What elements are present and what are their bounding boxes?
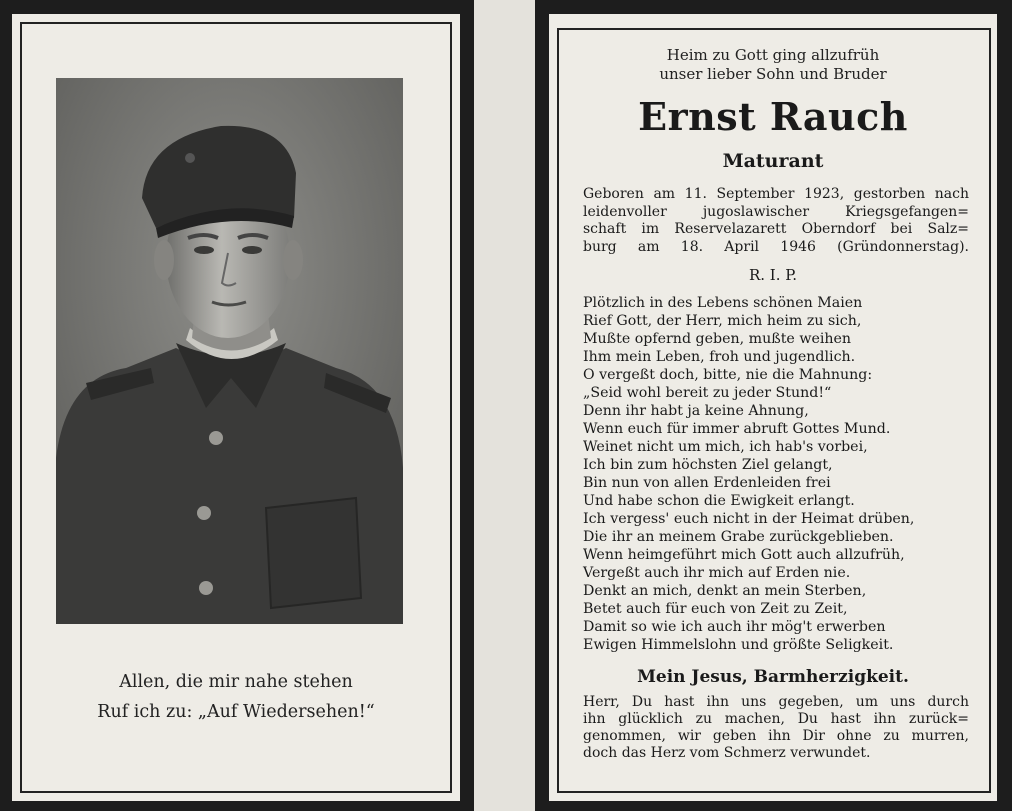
poem-line: Wenn euch für immer abruft Gottes Mund.: [583, 421, 891, 437]
memorial-card-right: [535, 0, 1012, 811]
poem-line: „Seid wohl bereit zu jeder Stund!“: [583, 385, 832, 401]
prayer-line: genommen, wir geben ihn Dir ohne zu murren,: [583, 728, 969, 744]
poem-line: Ich bin zum höchsten Ziel gelangt,: [583, 457, 833, 473]
poem: [583, 294, 969, 654]
poem-line: Betet auch für euch von Zeit zu Zeit,: [583, 601, 848, 617]
poem-line: Damit so wie ich auch ihr mög't erwerben: [583, 619, 886, 635]
card-paper-right: [549, 14, 997, 801]
motto-line-1: Allen, die mir nahe stehen: [119, 672, 353, 692]
rip-text: R. I. P.: [748, 266, 798, 284]
poem-line: Ich vergess' euch nicht in der Heimat drüben,: [583, 511, 915, 527]
portrait-photo: [56, 78, 403, 624]
deceased-title: Maturant: [722, 150, 824, 172]
prayer-line: ihn glücklich zu machen, Du hast ihn zurück=: [583, 711, 969, 727]
poem-line: Weinet nicht um mich, ich hab's vorbei,: [583, 439, 868, 455]
card-paper-left: [12, 14, 460, 801]
intro-line-2: unser lieber Sohn und Bruder: [659, 65, 887, 83]
poem-line: Wenn heimgeführt mich Gott auch allzufrüh,: [583, 547, 905, 563]
poem-line: Ewigen Himmelslohn und größte Seligkeit.: [583, 637, 894, 653]
biography: [583, 186, 969, 256]
prayer-line: doch das Herz vom Schmerz verwundet.: [583, 745, 871, 761]
bio-line: burg am 18. April 1946 (Gründonnerstag).: [583, 238, 969, 255]
memorial-card-left: [0, 0, 474, 811]
poem-line: Bin nun von allen Erdenleiden frei: [583, 475, 831, 491]
prayer-line: Herr, Du hast ihn uns gegeben, um uns durch: [583, 694, 969, 710]
poem-line: Rief Gott, der Herr, mich heim zu sich,: [583, 313, 862, 329]
poem-line: Plötzlich in des Lebens schönen Maien: [583, 295, 863, 311]
motto-line-2: Ruf ich zu: „Auf Wiedersehen!“: [97, 702, 375, 722]
intro-line-1: Heim zu Gott ging allzufrüh: [666, 46, 880, 64]
poem-line: Mußte opfernd geben, mußte weihen: [583, 331, 852, 347]
poem-line: Ihm mein Leben, froh und jugendlich.: [583, 349, 856, 365]
bio-line: leidenvoller jugoslawischer Kriegsgefangen=: [583, 203, 969, 220]
prayer: [583, 694, 969, 762]
poem-line: Denn ihr habt ja keine Ahnung,: [583, 403, 809, 419]
deceased-name: Ernst Rauch: [638, 94, 908, 139]
poem-line: Und habe schon die Ewigkeit erlangt.: [583, 493, 855, 509]
poem-line: Denkt an mich, denkt an mein Sterben,: [583, 583, 867, 599]
bio-line: Geboren am 11. September 1923, gestorben nach: [583, 186, 969, 202]
card-gap: [474, 0, 535, 811]
poem-line: O vergeßt doch, bitte, nie die Mahnung:: [583, 367, 873, 383]
poem-line: Die ihr an meinem Grabe zurückgeblieben.: [583, 529, 894, 545]
prayer-title: Mein Jesus, Barmherzigkeit.: [637, 667, 909, 687]
poem-line: Vergeßt auch ihr mich auf Erden nie.: [583, 565, 851, 581]
bio-line: schaft im Reservelazarett Oberndorf bei Salz=: [583, 221, 969, 237]
